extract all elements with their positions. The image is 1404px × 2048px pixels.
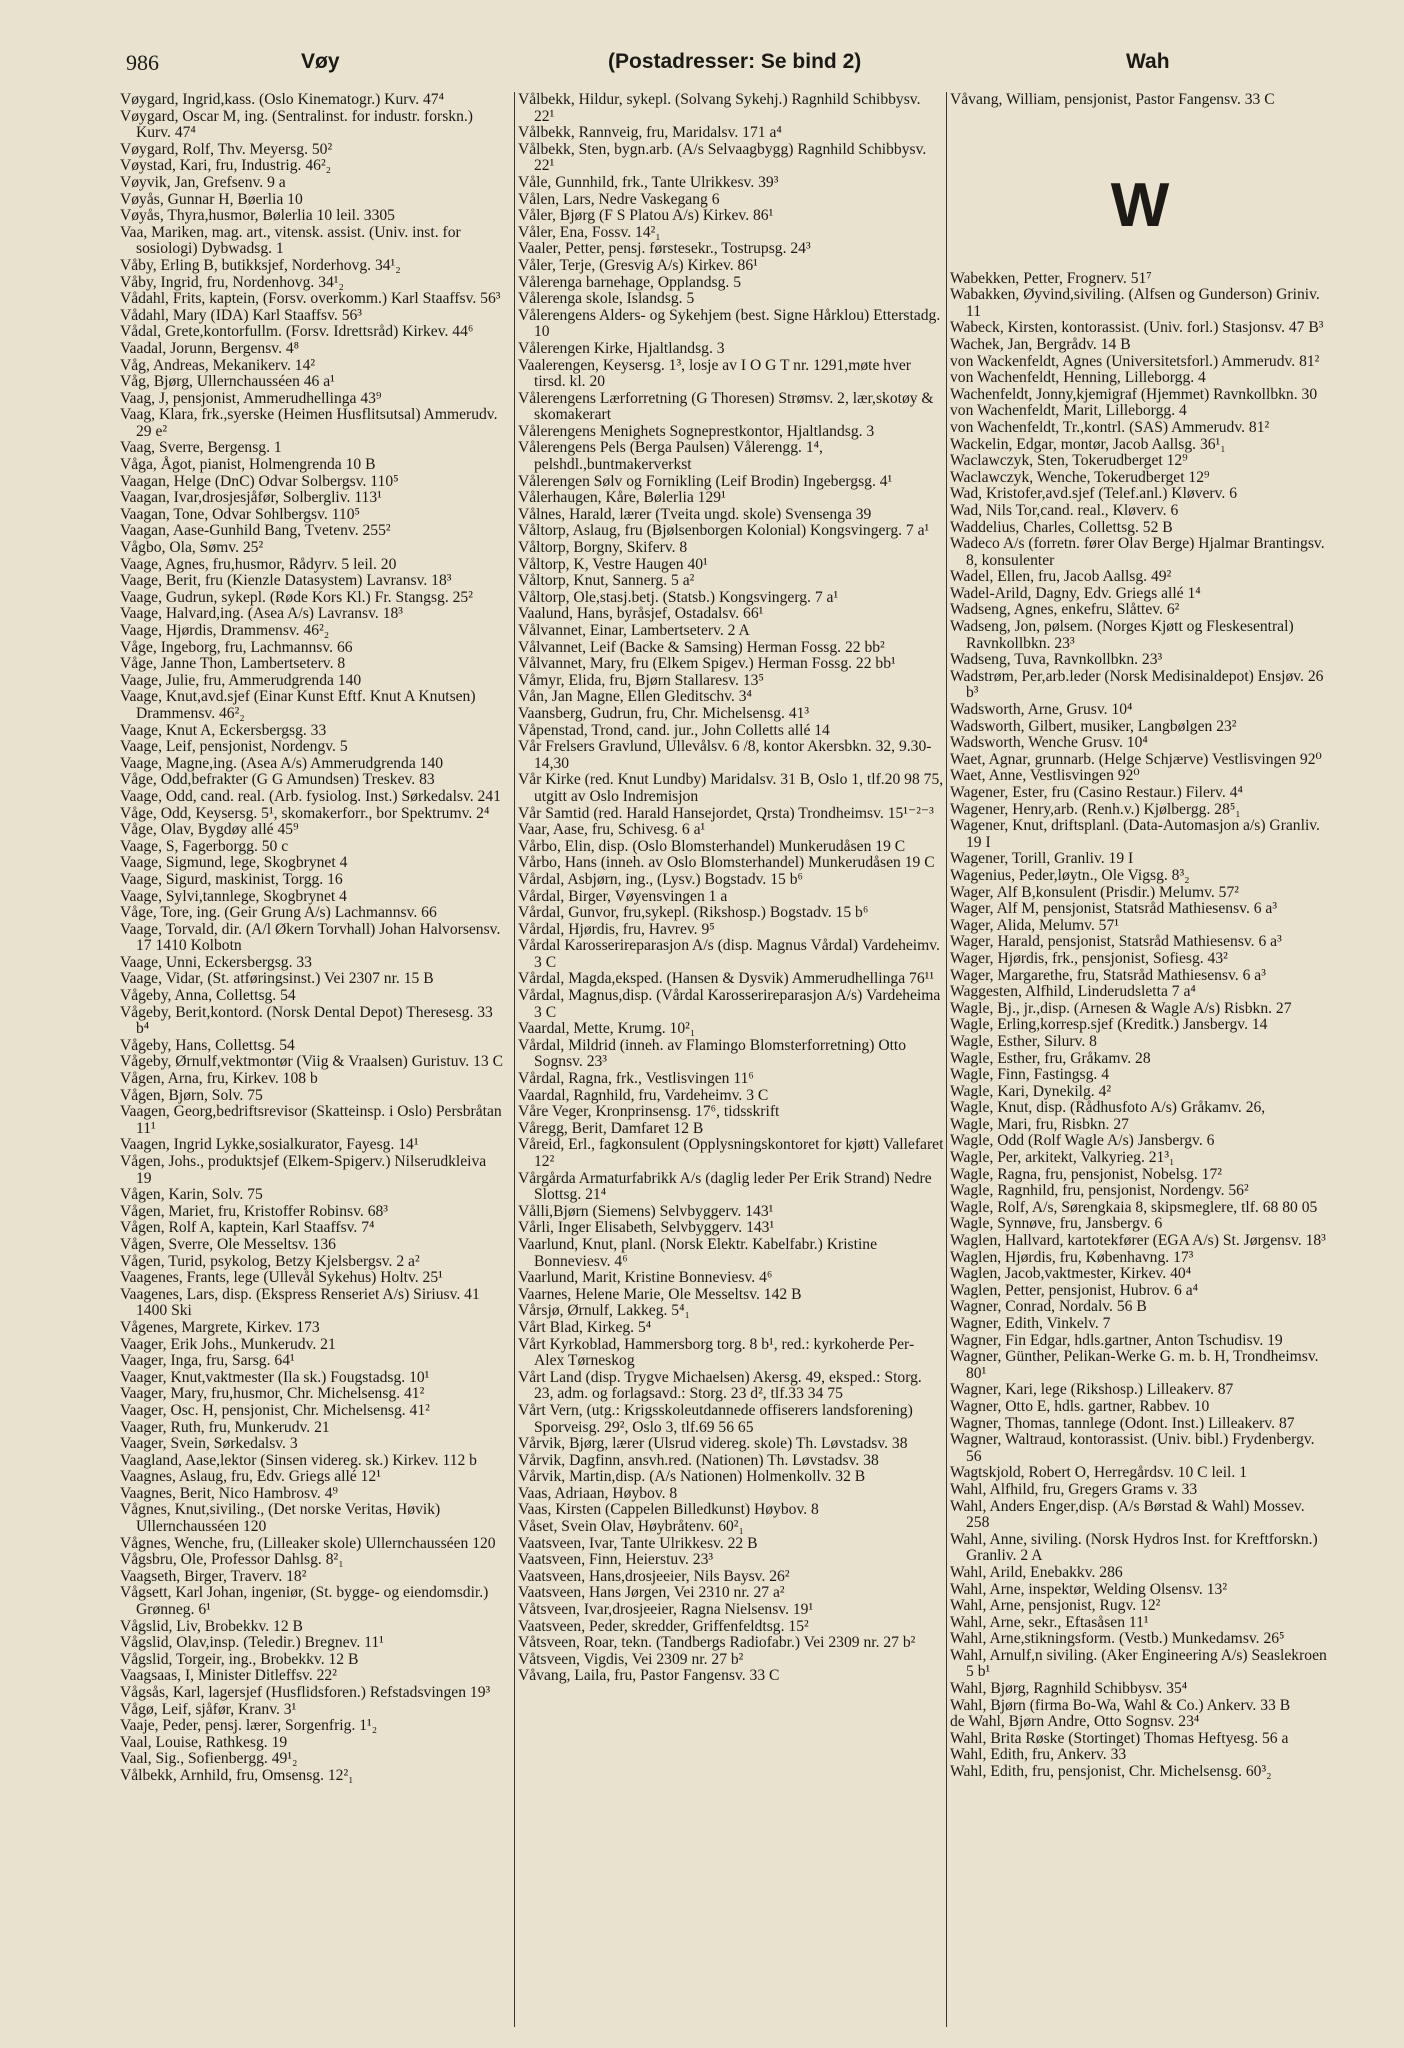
directory-entry: Våtsveen, Ivar,drosjeeier, Ragna Nielsensv. 19¹ xyxy=(518,1601,814,1619)
directory-entry: Våset, Svein Olav, Høybråtenv. 60²₁ xyxy=(518,1518,744,1536)
header-last-word: Wah xyxy=(1126,50,1170,73)
directory-entry: Waglen, Petter, pensjonist, Hubrov. 6 a⁴ xyxy=(950,1281,1199,1299)
directory-entry: Vålerengens Lærforretning (G Thoresen) Strømsv. 2, lær,skotøy & skomakerart xyxy=(518,389,934,424)
directory-entry: Wagenius, Peder,løytn., Ole Vigsg. 8³₂ xyxy=(950,866,1190,884)
directory-entry: Vårli, Inger Elisabeth, Selvbyggerv. 143¹ xyxy=(518,1219,775,1237)
directory-entry: Våpenstad, Trond, cand. jur., John Colletts allé 14 xyxy=(518,721,830,739)
directory-entry: Vågen, Mariet, fru, Kristoffer Robinsv. 68³ xyxy=(120,1202,388,1220)
directory-entry: Vårbo, Elin, disp. (Oslo Blomsterhandel) Munkerudåsen 19 C xyxy=(518,837,906,855)
directory-entry: Wagner, Otto E, hdls. gartner, Rabbev. 10 xyxy=(950,1397,1210,1415)
directory-entry: Vaage, Sigmund, lege, Skogbrynet 4 xyxy=(120,854,348,872)
directory-entry: Vaardal, Ragnhild, fru, Vardeheimv. 3 C xyxy=(518,1086,769,1104)
directory-entry: Wadel-Arild, Dagny, Edv. Griegs allé 1⁴ xyxy=(950,584,1201,602)
directory-entry: Wagle, Kari, Dynekilg. 4² xyxy=(950,1082,1112,1100)
directory-entry: Vaage, Sigurd, maskinist, Torgg. 16 xyxy=(120,870,343,888)
directory-entry: Vaager, Osc. H, pensjonist, Chr. Michelsensg. 41² xyxy=(120,1401,430,1419)
directory-entry: Vådahl, Mary (IDA) Karl Staaffsv. 56³ xyxy=(120,306,362,324)
directory-entry: Vaage, Vidar, (St. atføringsinst.) Vei 2307 nr. 15 B xyxy=(120,970,434,988)
directory-entry: Våtsveen, Roar, tekn. (Tandbergs Radiofabr.) Vei 2309 nr. 27 b² xyxy=(518,1634,916,1652)
header-first-word: Vøy xyxy=(301,50,340,73)
directory-entry: Vågnes, Knut,siviling., (Det norske Veritas, Høvik) Ullernchausséen 120 xyxy=(120,1501,441,1536)
directory-entry: de Wahl, Bjørn Andre, Otto Sognsv. 23⁴ xyxy=(950,1713,1200,1731)
directory-entry: Vaatsveen, Ivar, Tante Ulrikkesv. 22 B xyxy=(518,1534,758,1552)
directory-entry: Våltorp, Knut, Sannerg. 5 a² xyxy=(518,572,695,590)
directory-entry: Wadsworth, Wenche Grusv. 10⁴ xyxy=(950,734,1148,752)
directory-entry: Vaager, Mary, fru,husmor, Chr. Michelsensg. 41² xyxy=(120,1385,425,1403)
directory-entry: Vålerengen Kirke, Hjaltlandsg. 3 xyxy=(518,339,725,357)
directory-entry: Vaatsveen, Finn, Heierstuv. 23³ xyxy=(518,1551,714,1569)
directory-entry: Wahl, Edith, fru, Ankerv. 33 xyxy=(950,1746,1127,1764)
directory-entry: Wagle, Knut, disp. (Rådhusfoto A/s) Gråkamv. 26, xyxy=(950,1099,1266,1117)
directory-entry: von Wachenfeldt, Marit, Lilleborgg. 4 xyxy=(950,402,1187,420)
directory-entry: Vågbo, Ola, Sømv. 25² xyxy=(120,539,264,557)
directory-entry: Vågsett, Karl Johan, ingeniør, (St. bygge- og eiendomsdir.) Grønneg. 6¹ xyxy=(120,1584,489,1619)
directory-entry: Vårt Land (disp. Trygve Michaelsen) Akersg. 49, eksped.: Storg. 23, adm. og forlagsavd.: Storg. 23 d², tlf.33 34 75 xyxy=(518,1368,922,1403)
directory-entry: Våltorp, Aslaug, fru (Bjølsenborgen Kolonial) Kongsvingerg. 7 a¹ xyxy=(518,522,930,540)
directory-entry: Vaager, Knut,vaktmester (Ila sk.) Fougstadsg. 10¹ xyxy=(120,1368,430,1386)
directory-entry: Vaage, Torvald, dir. (A/l Økern Torvhall) Johan Halvorsensv. 17 1410 Kolbotn xyxy=(120,920,501,955)
directory-entry: Wadsworth, Arne, Grusv. 10⁴ xyxy=(950,701,1133,719)
directory-entry: Vøygard, Ingrid,kass. (Oslo Kinematogr.) Kurv. 47⁴ xyxy=(120,91,445,108)
directory-entry: Wagener, Knut, driftsplanl. (Data-Automasjon a/s) Granliv. 19 I xyxy=(950,817,1320,851)
directory-entry: Vårgårda Armaturfabrikk A/s (daglig leder Per Erik Strand) Nedre Slottsg. 21⁴ xyxy=(518,1169,932,1204)
directory-entry: Wagner, Günther, Pelikan-Werke G. m. b. H, Trondheimsv. 80¹ xyxy=(950,1348,1319,1382)
directory-entry: Vår Samtid (red. Harald Hansejordet, Qrsta) Trondheimsv. 15¹⁻²⁻³ xyxy=(518,804,934,822)
directory-entry: Vårvik, Martin,disp. (A/s Nationen) Holmenkollv. 32 B xyxy=(518,1468,866,1486)
column-divider xyxy=(946,92,947,2027)
directory-entry: Wadseng, Tuva, Ravnkollbkn. 23³ xyxy=(950,651,1163,669)
directory-entry: Vålerengens Pels (Berga Paulsen) Vålerengg. 1⁴, pelshdl.,buntmakerverkst xyxy=(518,439,823,474)
directory-entry: Vaa, Mariken, mag. art., vitensk. assist. (Univ. inst. for sosiologi) Dybwadsg. 1 xyxy=(120,223,461,258)
directory-entry: Waclawczyk, Wenche, Tokerudberget 12⁹ xyxy=(950,468,1210,486)
directory-entry: Wagener, Torill, Granliv. 19 I xyxy=(950,850,1134,868)
directory-entry: Wahl, Anne, siviling. (Norsk Hydros Inst. for Kreftforskn.) Granliv. 2 A xyxy=(950,1530,1318,1565)
directory-entry: Våby, Erling B, butikksjef, Norderhovg. 34¹₂ xyxy=(120,256,401,274)
directory-entry: Wahl, Edith, fru, pensjonist, Chr. Michelsensg. 60³₂ xyxy=(950,1763,1272,1781)
directory-entry: Wager, Alf B,konsulent (Prisdir.) Melumv. 57² xyxy=(950,883,1239,901)
directory-entry: Vårt Blad, Kirkeg. 5⁴ xyxy=(518,1318,652,1336)
directory-entry: Vaagnes, Berit, Nico Hambrosv. 4⁹ xyxy=(120,1484,338,1502)
directory-entry: Vaatsveen, Peder, skredder, Griffenfeldtsg. 15² xyxy=(518,1617,809,1635)
directory-entry: Vålerengen Sølv og Fornikling (Leif Brodin) Ingebergsg. 4¹ xyxy=(518,472,893,490)
directory-entry: Wagle, Finn, Fastingsg. 4 xyxy=(950,1066,1110,1084)
directory-entry: von Wackenfeldt, Agnes (Universitetsforl.) Ammerudv. 81² xyxy=(950,352,1320,370)
directory-entry: Vålerenga barnehage, Opplandsg. 5 xyxy=(518,273,741,291)
directory-entry: Vaag, Sverre, Bergensg. 1 xyxy=(120,439,282,457)
directory-entry: Wagle, Rolf, A/s, Sørengkaia 8, skipsmeglere, tlf. 68 80 05 xyxy=(950,1198,1318,1216)
directory-entry: Wahl, Arnulf,n siviling. (Aker Engineering A/s) Seaslekroen 5 b¹ xyxy=(950,1646,1327,1681)
directory-entry: Vårdal, Magda,eksped. (Hansen & Dysvik) Ammerudhellinga 76¹¹ xyxy=(518,970,934,988)
directory-entry: Vaalund, Hans, byråsjef, Ostadalsv. 66¹ xyxy=(518,605,764,623)
directory-entry: Våg, Andreas, Mekanikerv. 14² xyxy=(120,356,316,374)
directory-entry: Våge, Olav, Bygdøy allé 45⁹ xyxy=(120,821,299,839)
directory-entry: Vaag, Klara, frk.,syerske (Heimen Husflitsutsal) Ammerudv. 29 e² xyxy=(120,406,498,440)
directory-entry: Wahl, Arild, Enebakkv. 286 xyxy=(950,1563,1123,1581)
directory-entry: Vaagsaas, I, Minister Ditleffsv. 22² xyxy=(120,1667,337,1685)
directory-entry: Wadstrøm, Per,arb.leder (Norsk Medisinaldepot) Ensjøv. 26 b³ xyxy=(950,667,1324,702)
directory-entry: Vaage, Unni, Eckersbergsg. 33 xyxy=(120,953,312,971)
directory-entry: Wabeck, Kirsten, kontorassist. (Univ. forl.) Stasjonsv. 47 B³ xyxy=(950,319,1324,337)
directory-entry: Vågen, Sverre, Ole Messeltsv. 136 xyxy=(120,1235,336,1253)
directory-entry: Wager, Alida, Melumv. 57¹ xyxy=(950,916,1119,934)
directory-entry: Vaage, Gudrun, sykepl. (Røde Kors Kl.) Fr. Stangsg. 25² xyxy=(120,588,473,606)
directory-entry: Vaagan, Helge (DnC) Odvar Solbergsv. 110⁵ xyxy=(120,472,399,490)
directory-entry: Wadseng, Jon, pølsem. (Norges Kjøtt og Fleskesentral) Ravnkollbkn. 23³ xyxy=(950,618,1294,652)
column-1 xyxy=(120,92,504,1785)
directory-entry: Vøyås, Thyra,husmor, Bølerlia 10 leil. 3305 xyxy=(120,207,395,225)
directory-entry: Wagle, Per, arkitekt, Valkyrieg. 21³₁ xyxy=(950,1149,1175,1167)
directory-entry: Vågslid, Olav,insp. (Teledir.) Bregnev. 11¹ xyxy=(120,1634,384,1652)
directory-entry: Vaagan, Ivar,drosjesjåfør, Solbergliv. 113¹ xyxy=(120,489,382,507)
directory-entry: Vaagland, Aase,lektor (Sinsen videreg. sk.) Kirkev. 112 b xyxy=(120,1451,477,1469)
directory-entry: Vårsjø, Ørnulf, Lakkeg. 5⁴₁ xyxy=(518,1302,690,1320)
directory-entry: Vaage, Julie, fru, Ammerudgrenda 140 xyxy=(120,671,362,689)
directory-entry: Vålerhaugen, Kåre, Bølerlia 129¹ xyxy=(518,489,726,507)
directory-entry: Vaagen, Georg,bedriftsrevisor (Skatteinsp. i Oslo) Persbråtan 11¹ xyxy=(120,1103,502,1137)
directory-entry: Vådahl, Frits, kaptein, (Forsv. overkomm.) Karl Staaffsv. 56³ xyxy=(120,290,501,308)
directory-entry: Vågnes, Wenche, fru, (Lilleaker skole) Ullernchausséen 120 xyxy=(120,1534,496,1552)
directory-entry: Våmyr, Elida, fru, Bjørn Stallaresv. 13⁵ xyxy=(518,671,764,689)
directory-entry: Vågslid, Liv, Brobekkv. 12 B xyxy=(120,1617,303,1635)
directory-entry: Vågø, Leif, sjåfør, Kranv. 3¹ xyxy=(120,1700,297,1718)
directory-entry: Wadeco A/s (forretn. fører Olav Berge) Hjalmar Brantingsv. 8, konsulenter xyxy=(950,535,1325,569)
directory-entry: Wager, Hjørdis, frk., pensjonist, Sofiesg. 43² xyxy=(950,949,1228,967)
directory-entry: Wagle, Ragnhild, fru, pensjonist, Nordengv. 56² xyxy=(950,1182,1249,1200)
directory-entry: Wahl, Arne, sekr., Eftasåsen 11¹ xyxy=(950,1613,1149,1631)
directory-entry: Waglen, Jacob,vaktmester, Kirkev. 40⁴ xyxy=(950,1265,1192,1283)
directory-entry: Wagle, Bj., jr.,disp. (Arnesen & Wagle A/s) Risbkn. 27 xyxy=(950,999,1292,1017)
directory-entry: Vaager, Inga, fru, Sarsg. 64¹ xyxy=(120,1352,295,1370)
directory-entry: Vågenes, Margrete, Kirkev. 173 xyxy=(120,1318,320,1336)
directory-entry: Wagle, Odd (Rolf Wagle A/s) Jansbergv. 6 xyxy=(950,1132,1215,1150)
directory-entry: Våler, Terje, (Gresvig A/s) Kirkev. 86¹ xyxy=(518,256,758,274)
directory-entry: Wadsworth, Gilbert, musiker, Langbølgen 23² xyxy=(950,717,1237,735)
directory-entry: Vågen, Arna, fru, Kirkev. 108 b xyxy=(120,1070,318,1088)
directory-entry: Wahl, Brita Røske (Stortinget) Thomas Heftyesg. 56 a xyxy=(950,1729,1289,1747)
directory-entry: Wagle, Esther, fru, Gråkamv. 28 xyxy=(950,1049,1151,1067)
directory-entry: Wabekken, Petter, Frognerv. 51⁷ xyxy=(950,269,1152,287)
directory-entry: Vaagnes, Aslaug, fru, Edv. Griegs allé 12¹ xyxy=(120,1468,381,1486)
directory-entry: Vaage, Hjørdis, Drammensv. 46²₂ xyxy=(120,622,330,639)
directory-entry: Vaage, Knut,avd.sjef (Einar Kunst Eftf. Knut A Knutsen) Drammensv. 46²₂ xyxy=(120,688,476,722)
directory-entry: Vaag, J, pensjonist, Ammerudhellinga 43⁹ xyxy=(120,389,382,407)
directory-entry: Wagener, Henry,arb. (Renh.v.) Kjølbergg. 28⁵₁ xyxy=(950,800,1241,818)
directory-entry: Vågeby, Hans, Collettsg. 54 xyxy=(120,1036,295,1054)
directory-entry: Vaage, Leif, pensjonist, Nordengv. 5 xyxy=(120,738,348,756)
directory-entry: Waclawczyk, Sten, Tokerudberget 12⁹ xyxy=(950,452,1188,470)
directory-entry: Våvang, William, pensjonist, Pastor Fangensv. 33 C xyxy=(950,91,1275,108)
directory-entry: Vågeby, Ørnulf,vektmontør (Viig & Vraalsen) Guristuv. 13 C xyxy=(120,1053,503,1071)
directory-entry: Vaage, S, Fagerborgg. 50 c xyxy=(120,837,289,855)
directory-entry: Wahl, Arne, pensjonist, Rugv. 12² xyxy=(950,1597,1161,1615)
directory-entry: Vaardal, Mette, Krumg. 10²₁ xyxy=(518,1020,696,1038)
directory-entry: Vålbekk, Arnhild, fru, Omsensg. 12²₁ xyxy=(120,1766,354,1784)
directory-entry: Wabakken, Øyvind,siviling. (Alfsen og Gunderson) Griniv. 11 xyxy=(950,286,1320,320)
directory-entry: Vårdal, Mildrid (inneh. av Flamingo Blomsterforretning) Otto Sognsv. 23³ xyxy=(518,1036,907,1071)
directory-entry: Wagner, Edith, Vinkelv. 7 xyxy=(950,1315,1111,1332)
directory-entry: Wahl, Anders Enger,disp. (A/s Børstad & Wahl) Mossev. 258 xyxy=(950,1497,1305,1532)
directory-entry: Vårbo, Hans (inneh. av Oslo Blomsterhandel) Munkerudåsen 19 C xyxy=(518,854,935,872)
directory-entry: Våre Veger, Kronprinsensg. 17⁶, tidsskrift xyxy=(518,1103,780,1121)
directory-entry: Wagner, Waltraud, kontorassist. (Univ. bibl.) Frydenbergv. 56 xyxy=(950,1431,1315,1465)
directory-entry: Vaadal, Jorunn, Bergensv. 4⁸ xyxy=(120,339,300,357)
directory-entry: Vålli,Bjørn (Siemens) Selvbyggerv. 143¹ xyxy=(518,1202,774,1220)
directory-entry: Vålnes, Harald, lærer (Tveita ungd. skole) Svensenga 39 xyxy=(518,505,872,523)
directory-entry: Wagle, Erling,korresp.sjef (Kreditk.) Jansbergv. 14 xyxy=(950,1016,1268,1034)
directory-entry: Våregg, Berit, Damfaret 12 B xyxy=(518,1119,704,1137)
directory-entry: Vaalerengen, Keysersg. 1³, losje av I O G T nr. 1291,møte hver tirsd. kl. 20 xyxy=(518,356,911,391)
directory-entry: Våg, Bjørg, Ullernchausséen 46 a¹ xyxy=(120,373,335,391)
directory-entry: Wadel, Ellen, fru, Jacob Aallsg. 49² xyxy=(950,568,1172,586)
directory-entry: Vår Kirke (red. Knut Lundby) Maridalsv. 31 B, Oslo 1, tlf.20 98 75, utgitt av Oslo Indremisjon xyxy=(518,771,944,805)
directory-entry: Våge, Tore, ing. (Geir Grung A/s) Lachmannsv. 66 xyxy=(120,904,437,922)
directory-entry: Wad, Nils Tor,cand. real., Kløverv. 6 xyxy=(950,501,1179,519)
directory-entry: Våtsveen, Vigdis, Vei 2309 nr. 27 b² xyxy=(518,1650,744,1668)
directory-entry: Vaagan, Tone, Odvar Sohlbergsv. 110⁵ xyxy=(120,505,360,523)
directory-entry: Wagle, Synnøve, fru, Jansbergv. 6 xyxy=(950,1215,1163,1233)
directory-entry: Vårdal, Asbjørn, ing., (Lysv.) Bogstadv. 15 b⁶ xyxy=(518,870,803,888)
directory-entry: Vålbekk, Sten, bygn.arb. (A/s Selvaagbygg) Ragnhild Schibbysv. 22¹ xyxy=(518,140,927,175)
directory-entry: Vaage, Sylvi,tannlege, Skogbrynet 4 xyxy=(120,887,347,905)
directory-entry: Wachenfeldt, Jonny,kjemigraf (Hjemmet) Ravnkollbkn. 30 xyxy=(950,385,1318,403)
directory-entry: Våvang, Laila, fru, Pastor Fangensv. 33 C xyxy=(518,1667,780,1685)
directory-entry: von Wachenfeldt, Henning, Lilleborgg. 4 xyxy=(950,369,1206,387)
directory-entry: Wahl, Bjørg, Ragnhild Schibbysv. 35⁴ xyxy=(950,1680,1188,1698)
directory-entry: Vådal, Grete,kontorfullm. (Forsv. Idrettsråd) Kirkev. 44⁶ xyxy=(120,323,474,341)
column-3 xyxy=(950,92,1330,1781)
directory-entry: Waddelius, Charles, Collettsg. 52 B xyxy=(950,518,1173,536)
directory-entry: Wahl, Arne,stikningsform. (Vestb.) Munkedamsv. 26⁵ xyxy=(950,1630,1285,1648)
directory-entry: Vågen, Bjørn, Solv. 75 xyxy=(120,1086,263,1104)
directory-entry: Wackelin, Edgar, montør, Jacob Aallsg. 36¹₁ xyxy=(950,435,1226,453)
directory-entry: Vøygard, Rolf, Thv. Meyersg. 50² xyxy=(120,140,333,158)
directory-entry: Wadseng, Agnes, enkefru, Slåttev. 6² xyxy=(950,601,1180,619)
directory-entry: Vågen, Turid, psykolog, Betzy Kjelsbergsv. 2 a² xyxy=(120,1252,420,1270)
directory-entry: Vålbekk, Rannveig, fru, Maridalsv. 171 a⁴ xyxy=(518,124,782,142)
directory-entry: Waglen, Hallvard, kartotekfører (EGA A/s) St. Jørgensv. 18³ xyxy=(950,1232,1326,1250)
directory-entry: Vøygard, Oscar M, ing. (Sentralinst. for industr. forskn.) Kurv. 47⁴ xyxy=(120,107,473,142)
directory-entry: Vårt Kyrkoblad, Hammersborg torg. 8 b¹, red.: kyrkoherde Per-Alex Tørneskog xyxy=(518,1335,915,1370)
directory-entry: Vøystad, Kari, fru, Industrig. 46²₂ xyxy=(120,157,332,175)
directory-entry: Vålvannet, Leif (Backe & Samsing) Herman Fossg. 22 bb² xyxy=(518,638,885,656)
directory-entry: Våler, Ena, Fossv. 14²₁ xyxy=(518,223,661,241)
directory-entry: Wagener, Ester, fru (Casino Restaur.) Filerv. 4⁴ xyxy=(950,784,1243,801)
directory-entry: Vaager, Svein, Sørkedalsv. 3 xyxy=(120,1435,298,1453)
directory-entry: Vaar, Aase, fru, Schivesg. 6 a¹ xyxy=(518,821,706,839)
directory-entry: Vaas, Adriaan, Høybov. 8 xyxy=(518,1484,678,1502)
directory-entry: Vaansberg, Gudrun, fru, Chr. Michelsensg. 41³ xyxy=(518,704,810,722)
directory-entry: Vågsås, Karl, lagersjef (Husflidsforen.) Refstadsvingen 19³ xyxy=(120,1684,491,1701)
page-number: 986 xyxy=(126,50,159,75)
directory-entry: Vår Frelsers Gravlund, Ullevålsv. 6 /8, kontor Akersbkn. 32, 9.30-14,30 xyxy=(518,738,932,772)
directory-entry: Vårdal, Ragna, frk., Vestlisvingen 11⁶ xyxy=(518,1070,754,1088)
page-header xyxy=(126,50,1326,84)
directory-entry: Vaagen, Ingrid Lykke,sosialkurator, Fayesg. 14¹ xyxy=(120,1136,419,1154)
directory-entry: Vågslid, Torgeir, ing., Brobekkv. 12 B xyxy=(120,1650,359,1668)
directory-entry: Vaagenes, Lars, disp. (Ekspress Renseriet A/s) Siriusv. 41 1400 Ski xyxy=(120,1285,480,1320)
directory-entry: Wad, Kristofer,avd.sjef (Telef.anl.) Kløverv. 6 xyxy=(950,485,1237,503)
directory-entry: Våge, Odd, Keysersg. 5¹, skomakerforr., bor Spektrumv. 2⁴ xyxy=(120,804,490,822)
directory-entry: Vårvik, Dagfinn, ansvh.red. (Nationen) Th. Løvstadsv. 38 xyxy=(518,1451,879,1469)
directory-entry: Våby, Ingrid, fru, Nordenhovg. 34¹₂ xyxy=(120,273,344,291)
directory-entry: Waglen, Hjørdis, fru, Københavng. 17³ xyxy=(950,1248,1194,1266)
directory-entry: Vågen, Karin, Solv. 75 xyxy=(120,1186,263,1204)
directory-entry: Vålerenga skole, Islandsg. 5 xyxy=(518,290,695,308)
directory-entry: Våltorp, Borgny, Skiferv. 8 xyxy=(518,539,688,557)
directory-entry: Vaaje, Peder, pensj. lærer, Sorgenfrig. 1¹₂ xyxy=(120,1717,378,1735)
header-postal-note: (Postadresser: Se bind 2) xyxy=(608,50,862,73)
directory-entry: Vaage, Agnes, fru,husmor, Rådyrv. 5 leil. 20 xyxy=(120,555,397,573)
directory-entry: Vaage, Magne,ing. (Asea A/s) Ammerudgrenda 140 xyxy=(120,754,444,772)
directory-entry: Vårdal, Magnus,disp. (Vårdal Karosserireparasjon A/s) Vardeheima 3 C xyxy=(518,987,941,1021)
directory-entry: Vålvannet, Mary, fru (Elkem Spigev.) Herman Fossg. 22 bb¹ xyxy=(518,655,896,673)
directory-entry: Wagner, Thomas, tannlege (Odont. Inst.) Lilleakerv. 87 xyxy=(950,1414,1295,1432)
directory-entry: Wachek, Jan, Bergrådv. 14 B xyxy=(950,335,1131,353)
directory-entry: Vågeby, Anna, Collettsg. 54 xyxy=(120,987,296,1005)
directory-entry: Våler, Bjørg (F S Platou A/s) Kirkev. 86¹ xyxy=(518,207,774,225)
directory-entry: Våge, Ingeborg, fru, Lachmannsv. 66 xyxy=(120,638,353,656)
directory-entry: Vaal, Sig., Sofienbergg. 49¹₂ xyxy=(120,1750,298,1768)
directory-entry: Vaager, Ruth, fru, Munkerudv. 21 xyxy=(120,1418,330,1436)
directory-entry: Vaagseth, Birger, Traverv. 18² xyxy=(120,1567,307,1585)
directory-entry: Wagle, Ragna, fru, pensjonist, Nobelsg. 17² xyxy=(950,1165,1222,1183)
directory-entry: von Wachenfeldt, Tr.,kontrl. (SAS) Ammerudv. 81² xyxy=(950,418,1270,436)
directory-entry: Vålvannet, Einar, Lambertseterv. 2 A xyxy=(518,622,750,639)
directory-entry: Vøyvik, Jan, Grefsenv. 9 a xyxy=(120,173,286,191)
directory-entry: Vårdal, Hjørdis, fru, Havrev. 9⁵ xyxy=(518,920,715,938)
directory-entry: Wagner, Fin Edgar, hdls.gartner, Anton Tschudisv. 19 xyxy=(950,1331,1283,1349)
directory-entry: Vaage, Halvard,ing. (Asea A/s) Lavransv. 18³ xyxy=(120,605,403,623)
directory-entry: Wahl, Arne, inspektør, Welding Olsensv. 13² xyxy=(950,1580,1227,1598)
directory-entry: Våltorp, K, Vestre Haugen 40¹ xyxy=(518,555,708,573)
directory-entry: Vaager, Erik Johs., Munkerudv. 21 xyxy=(120,1335,336,1353)
directory-entry: Våga, Ågot, pianist, Holmengrenda 10 B xyxy=(120,456,376,474)
directory-entry: Vårdal Karosserireparasjon A/s (disp. Magnus Vårdal) Vardeheimv. 3 C xyxy=(518,937,940,971)
directory-entry: Waggesten, Alfhild, Linderudsletta 7 a⁴ xyxy=(950,983,1196,1001)
directory-entry: Vaarlund, Knut, planl. (Norsk Elektr. Kabelfabr.) Kristine Bonneviesv. 4⁶ xyxy=(518,1235,877,1270)
directory-entry: Våge, Janne Thon, Lambertseterv. 8 xyxy=(120,655,346,673)
directory-entry: Vaage, Knut A, Eckersbergsg. 33 xyxy=(120,721,327,739)
directory-entry: Wagle, Esther, Silurv. 8 xyxy=(950,1032,1097,1050)
directory-entry: Vaatsveen, Hans Jørgen, Vei 2310 nr. 27 a² xyxy=(518,1584,785,1602)
column-divider xyxy=(514,92,515,2027)
directory-entry: Vaarnes, Helene Marie, Ole Messeltsv. 142 B xyxy=(518,1285,802,1303)
directory-entry: Vaage, Berit, fru (Kienzle Datasystem) Lavransv. 18³ xyxy=(120,572,452,590)
directory-entry: Vålerengens Alders- og Sykehjem (best. Signe Hårklou) Etterstadg. 10 xyxy=(518,306,941,341)
directory-entry: Wagle, Mari, fru, Risbkn. 27 xyxy=(950,1115,1129,1133)
directory-entry: Wagtskjold, Robert O, Herregårdsv. 10 C leil. 1 xyxy=(950,1464,1247,1482)
directory-entry: Vårdal, Birger, Vøyensvingen 1 a xyxy=(518,887,728,905)
directory-entry: Våltorp, Ole,stasj.betj. (Statsb.) Kongsvingerg. 7 a¹ xyxy=(518,588,839,606)
directory-entry: Vågen, Rolf A, kaptein, Karl Staaffsv. 7⁴ xyxy=(120,1219,375,1237)
directory-entry: Vårvik, Bjørg, lærer (Ulsrud videreg. skole) Th. Løvstadsv. 38 xyxy=(518,1435,908,1453)
directory-entry: Wager, Alf M, pensjonist, Statsråd Mathiesensv. 6 a³ xyxy=(950,900,1278,918)
directory-entry: Vaage, Odd, cand. real. (Arb. fysiolog. Inst.) Sørkedalsv. 241 xyxy=(120,787,501,805)
directory-entry: Vågen, Johs., produktsjef (Elkem-Spigerv.) Nilserudkleiva 19 xyxy=(120,1153,487,1187)
directory-entry: Vålerengens Menighets Sogneprestkontor, Hjaltlandsg. 3 xyxy=(518,422,875,440)
directory-entry: Vaarlund, Marit, Kristine Bonneviesv. 4⁶ xyxy=(518,1269,773,1287)
directory-entry: Vaagan, Aase-Gunhild Bang, Tvetenv. 255² xyxy=(120,522,391,540)
directory-entry: Wagner, Conrad, Nordalv. 56 B xyxy=(950,1298,1147,1316)
directory-entry: Vøyås, Gunnar H, Bøerlia 10 xyxy=(120,190,303,208)
directory-entry: Wager, Harald, pensjonist, Statsråd Mathiesensv. 6 a³ xyxy=(950,933,1282,951)
directory-entry: Vårt Vern, (utg.: Krigsskoleutdannede offiserers landsforening) Sporveisg. 29², Oslo 3, tlf.69 56 65 xyxy=(518,1401,913,1436)
column-2 xyxy=(518,92,944,1685)
directory-entry: Vån, Jan Magne, Ellen Gleditschv. 3⁴ xyxy=(518,688,752,706)
directory-entry: Waet, Anne, Vestlisvingen 92⁰ xyxy=(950,767,1140,785)
directory-entry: Våreid, Erl., fagkonsulent (Opplysningskontoret for kjøtt) Vallefaret 12² xyxy=(518,1136,944,1170)
directory-entry: Vaatsveen, Hans,drosjeeier, Nils Baysv. 26² xyxy=(518,1567,790,1585)
directory-entry: Vågsbru, Ole, Professor Dahlsg. 8²₁ xyxy=(120,1551,344,1569)
directory-entry: Vålbekk, Hildur, sykepl. (Solvang Sykehj.) Ragnhild Schibbysv. 22¹ xyxy=(518,91,921,125)
directory-entry: Wahl, Alfhild, fru, Gregers Grams v. 33 xyxy=(950,1480,1198,1498)
directory-entry: Våge, Odd,befrakter (G G Amundsen) Treskev. 83 xyxy=(120,771,435,789)
directory-entry: Wagner, Kari, lege (Rikshosp.) Lilleakerv. 87 xyxy=(950,1381,1234,1399)
directory-entry: Våle, Gunnhild, frk., Tante Ulrikkesv. 39³ xyxy=(518,173,779,191)
section-letter: W xyxy=(1110,170,1170,240)
directory-entry: Vårdal, Gunvor, fru,sykepl. (Rikshosp.) Bogstadv. 15 b⁶ xyxy=(518,904,869,922)
directory-entry: Waet, Agnar, grunnarb. (Helge Schjærve) Vestlisvingen 92⁰ xyxy=(950,750,1322,768)
directory-entry: Vålen, Lars, Nedre Vaskegang 6 xyxy=(518,190,720,208)
directory-entry: Vaas, Kirsten (Cappelen Billedkunst) Høybov. 8 xyxy=(518,1501,819,1519)
directory-entry: Vaal, Louise, Rathkesg. 19 xyxy=(120,1733,288,1751)
directory-entry: Wager, Margarethe, fru, Statsråd Mathiesensv. 6 a³ xyxy=(950,966,1266,984)
directory-entry: Vågeby, Berit,kontord. (Norsk Dental Depot) Theresesg. 33 b⁴ xyxy=(120,1003,493,1038)
directory-entry: Vaaler, Petter, pensj. førstesekr., Tostrupsg. 24³ xyxy=(518,240,811,258)
directory-entry: Vaagenes, Frants, lege (Ullevål Sykehus) Holtv. 25¹ xyxy=(120,1269,443,1287)
directory-entry: Wahl, Bjørn (firma Bo-Wa, Wahl & Co.) Ankerv. 33 B xyxy=(950,1696,1291,1714)
